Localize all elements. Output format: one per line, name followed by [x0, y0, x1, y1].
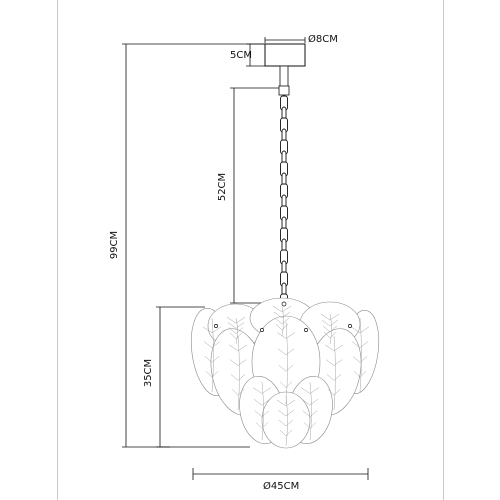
canopy-stem [280, 66, 288, 88]
leaf-shade [186, 298, 384, 448]
total-height-label: 99CM [109, 230, 121, 260]
shade-leaf [262, 392, 310, 448]
canopy-height-label: 5CM [230, 50, 252, 61]
canopy-diameter-label: Ø8CM [308, 34, 338, 45]
shade-diameter-label: Ø45CM [263, 481, 300, 492]
ceiling-canopy [265, 44, 305, 66]
chain-length-label: 52CM [217, 172, 229, 202]
chain [281, 96, 288, 308]
shade-height-label: 35CM [143, 358, 155, 388]
chain-connector [279, 86, 289, 95]
